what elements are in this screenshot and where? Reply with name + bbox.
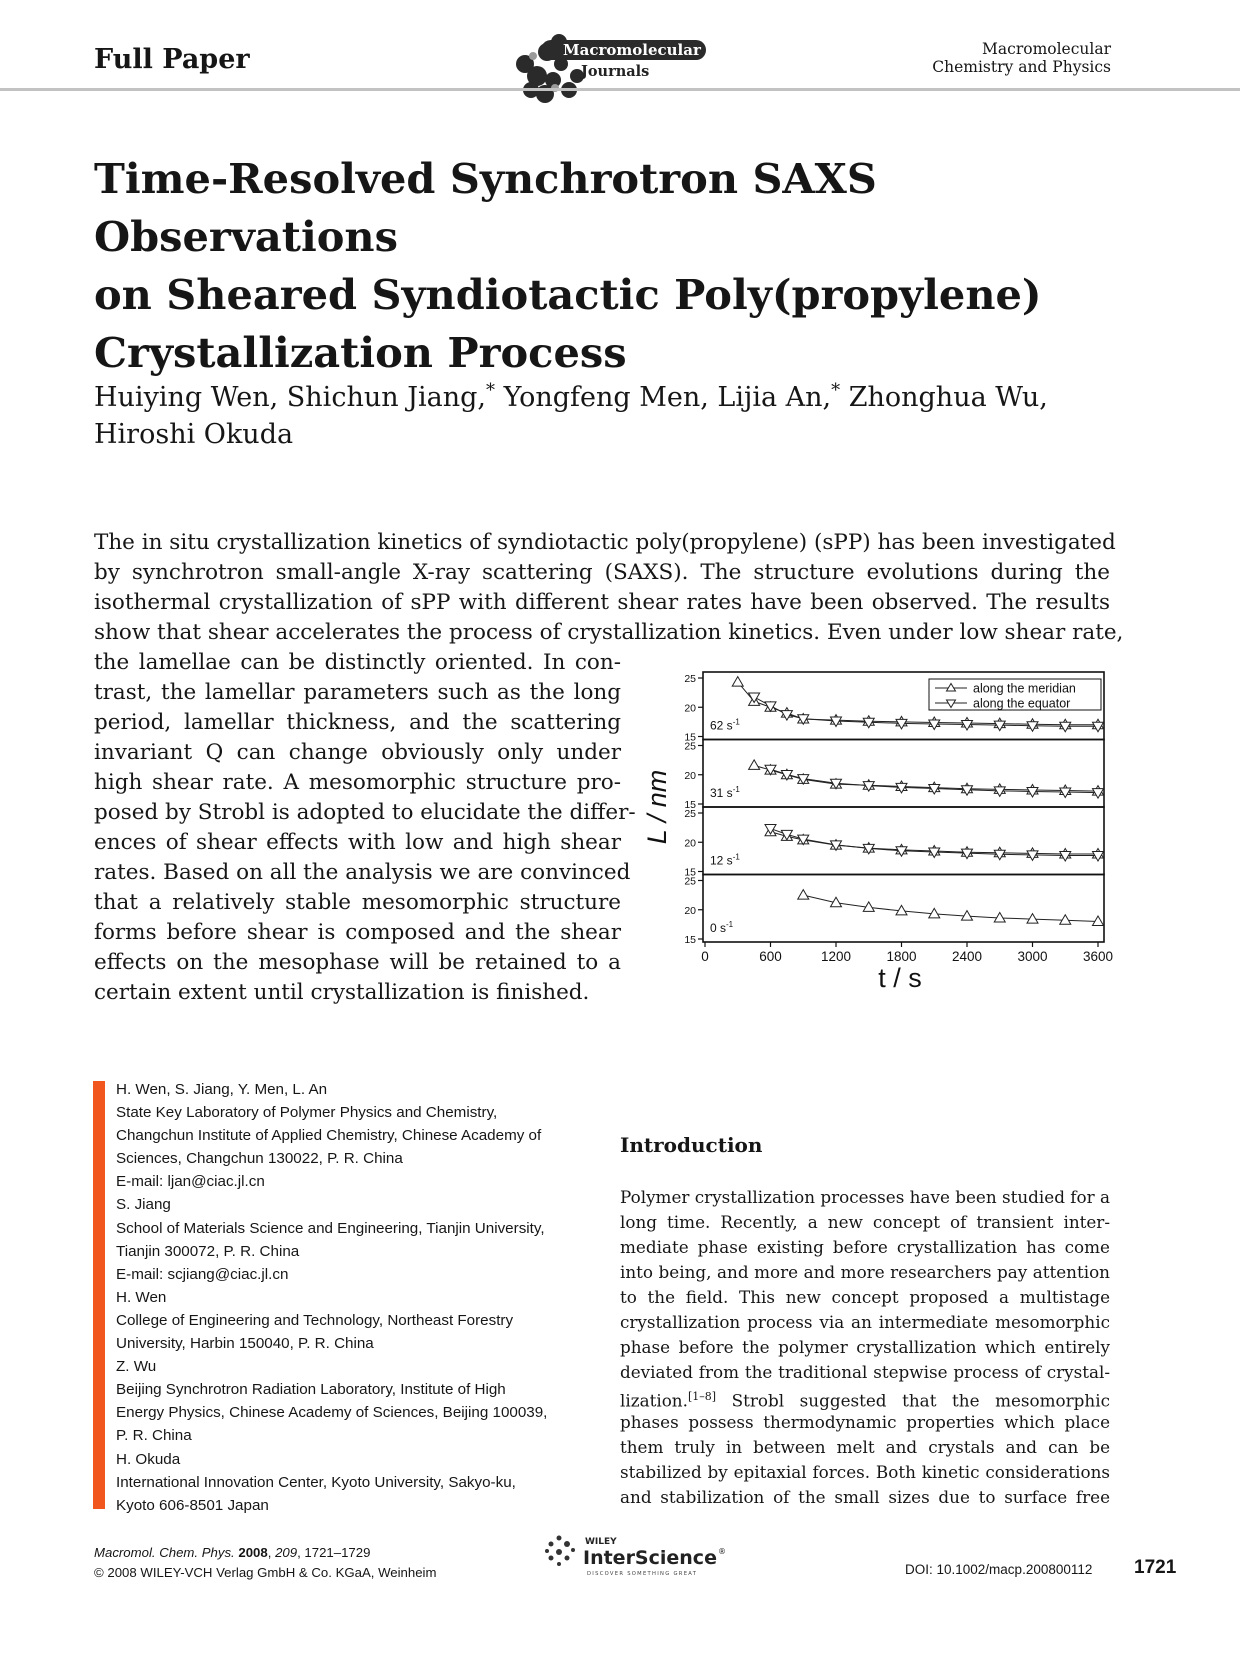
citation-ref[interactable]: [1–8] bbox=[687, 1390, 717, 1403]
author-line bbox=[94, 381, 1124, 418]
panel-label-sup: -1 bbox=[732, 785, 740, 794]
data-point bbox=[1093, 916, 1104, 926]
y-tick-label: 20 bbox=[684, 837, 696, 850]
page-number: 1721 bbox=[1134, 1557, 1177, 1578]
footer-citation: Macromol. Chem. Phys. 2008, 209, 1721–1729 bbox=[94, 1545, 371, 1560]
panel-label-sup: -1 bbox=[726, 920, 734, 929]
interscience-logo bbox=[543, 1530, 733, 1580]
y-tick-label: 15 bbox=[684, 934, 696, 946]
abstract-line: effects on the mesophase will be retained to a bbox=[94, 950, 621, 975]
affiliation-line: State Key Laboratory of Polymer Physics and Chemistry, bbox=[116, 1104, 498, 1122]
affiliation-line: H. Wen bbox=[116, 1288, 167, 1306]
y-tick-label: 25 bbox=[684, 740, 696, 753]
affiliation-line: Changchun Institute of Applied Chemistry, Chinese Academy of bbox=[116, 1127, 542, 1145]
paper-title bbox=[94, 150, 1124, 382]
intro-line-part: lization. bbox=[620, 1390, 688, 1411]
journal-logo bbox=[511, 24, 711, 106]
affiliation-line: University, Harbin 150040, P. R. China bbox=[116, 1335, 374, 1353]
journal-name-line2: Chemistry and Physics bbox=[932, 58, 1111, 76]
authors-part: Yongfeng Men, Lijia An, bbox=[495, 382, 832, 413]
footer-year: 2008 bbox=[238, 1545, 268, 1560]
affiliation-email[interactable]: E-mail: ljan@ciac.jl.cn bbox=[116, 1173, 265, 1191]
abstract-line: trast, the lamellar parameters such as the long bbox=[94, 680, 621, 705]
y-tick-label: 15 bbox=[684, 799, 696, 811]
affiliation-line: Sciences, Changchun 130022, P. R. China bbox=[116, 1150, 403, 1168]
y-tick-label: 15 bbox=[684, 866, 696, 879]
footer-journal: Macromol. Chem. Phys. bbox=[94, 1545, 235, 1560]
x-tick-label: 3000 bbox=[1017, 949, 1048, 964]
abstract-line: invariant Q can change obviously only under bbox=[94, 740, 621, 765]
panel-label: 0 $s^{-1}$ bbox=[710, 920, 734, 935]
footer-copyright: © 2008 WILEY-VCH Verlag GmbH & Co. KGaA, Weinheim bbox=[94, 1565, 437, 1580]
data-point bbox=[732, 677, 743, 687]
data-point bbox=[994, 912, 1005, 922]
abstract-line: posed by Strobl is adopted to elucidate the differ- bbox=[94, 800, 636, 825]
abstract-line: ences of shear effects with low and high shear bbox=[94, 830, 621, 855]
x-tick-label: 2400 bbox=[951, 949, 983, 964]
intro-line-part: Strobl suggested that the mesomorphic bbox=[731, 1390, 1110, 1411]
abstract-line: isothermal crystallization of sPP with different shear rates have been observed. The results bbox=[94, 590, 1110, 615]
logo-tagline: DISCOVER SOMETHING GREAT bbox=[587, 1571, 698, 1577]
abstract-line: high shear rate. A mesomorphic structure pro- bbox=[94, 770, 621, 795]
legend-entry: along the equator bbox=[973, 696, 1071, 711]
affiliation-line: International Innovation Center, Kyoto University, Sakyo-ku, bbox=[116, 1473, 516, 1491]
logo-text-journals: Journals bbox=[581, 63, 650, 80]
y-tick-label: 25 bbox=[684, 673, 696, 685]
panel-label: 31 $s^{-1}$ bbox=[710, 785, 740, 800]
intro-line: Polymer crystallization processes have been studied for a bbox=[620, 1187, 1110, 1207]
intro-line: phases possess thermodynamic properties which place bbox=[620, 1412, 1110, 1432]
corresponding-star: * bbox=[831, 380, 841, 401]
x-axis-label: t / s bbox=[878, 963, 922, 993]
introduction-heading: Introduction bbox=[620, 1133, 763, 1157]
logo-registered-mark: ® bbox=[718, 1547, 726, 1556]
x-tick-label: 1800 bbox=[886, 949, 917, 964]
intro-line: to the field. This new concept proposed a multistage bbox=[620, 1287, 1110, 1307]
y-tick-label: 25 bbox=[684, 875, 696, 888]
series-line bbox=[803, 895, 1098, 921]
panel-label-sup: -1 bbox=[732, 717, 740, 727]
x-tick-label: 600 bbox=[759, 949, 782, 964]
legend-entry: along the meridian bbox=[973, 681, 1076, 696]
intro-line: phase before the polymer crystallization which entirely bbox=[620, 1337, 1110, 1357]
y-tick-label: 25 bbox=[684, 808, 696, 820]
affiliation-line: Z. Wu bbox=[116, 1358, 157, 1376]
y-axis-label: L / nm bbox=[642, 769, 672, 845]
authors-part: Huiying Wen, Shichun Jiang, bbox=[94, 382, 487, 413]
affiliation-line: Energy Physics, Chinese Academy of Sciences, Beijing 100039, bbox=[116, 1404, 548, 1422]
title-line: on Sheared Syndiotactic Poly(propylene) bbox=[94, 270, 1042, 319]
journal-name bbox=[932, 40, 1111, 76]
affiliations bbox=[116, 1078, 586, 1517]
logo-wiley-text: WILEY bbox=[585, 1537, 617, 1547]
x-tick-label: 3600 bbox=[1082, 949, 1114, 964]
data-point bbox=[749, 760, 760, 770]
affiliation-line: College of Engineering and Technology, Northeast Forestry bbox=[116, 1311, 514, 1329]
abstract-line: The in situ crystallization kinetics of syndiotactic poly(propylene) (sPP) has been investigated bbox=[94, 530, 1116, 555]
section-label: Full Paper bbox=[94, 44, 250, 75]
author-line: Hiroshi Okuda bbox=[94, 419, 294, 450]
panel-label: 12 $s^{-1}$ bbox=[710, 852, 740, 868]
logo-interscience-text: InterScience bbox=[583, 1547, 717, 1569]
data-point bbox=[1060, 915, 1071, 925]
abstract-line: period, lamellar thickness, and the scattering bbox=[94, 710, 621, 735]
footer-pages: , 1721–1729 bbox=[297, 1545, 371, 1560]
abstract-line: that a relatively stable mesomorphic structure bbox=[94, 890, 621, 915]
intro-line: crystallization process via an intermediate mesomorphic bbox=[620, 1312, 1110, 1332]
globe-icon bbox=[545, 1536, 575, 1567]
affiliation-line: S. Jiang bbox=[116, 1196, 171, 1214]
abstract-line: forms before shear is composed and the shear bbox=[94, 920, 621, 945]
lamellar-period-chart bbox=[640, 665, 1114, 1010]
data-point bbox=[1027, 914, 1038, 924]
affiliation-accent-bar bbox=[93, 1081, 105, 1509]
abstract-line: show that shear accelerates the process of crystallization kinetics. Even under low shear rate, bbox=[94, 620, 1124, 645]
affiliation-line: Kyoto 606-8501 Japan bbox=[116, 1496, 269, 1514]
intro-line: deviated from the traditional stepwise process of crystal- bbox=[620, 1362, 1110, 1382]
x-tick-label: 1200 bbox=[820, 949, 852, 964]
data-point bbox=[749, 693, 760, 703]
data-point bbox=[798, 890, 809, 900]
author-list bbox=[94, 381, 1124, 452]
abstract-line: rates. Based on all the analysis we are convinced bbox=[94, 860, 631, 885]
affiliation-line: H. Okuda bbox=[116, 1450, 181, 1468]
y-tick-label: 20 bbox=[684, 702, 696, 715]
panel-label: 62 $s^{-1}$ bbox=[710, 717, 740, 733]
intro-line: mediate phase existing before crystallization has come bbox=[620, 1237, 1110, 1257]
citation-footer bbox=[94, 1543, 436, 1583]
panel-label-sup: -1 bbox=[732, 852, 740, 862]
abstract-line: by synchrotron small-angle X-ray scattering (SAXS). The structure evolutions during the bbox=[94, 560, 1110, 585]
intro-line: stabilized by epitaxial forces. Both kinetic considerations bbox=[620, 1462, 1110, 1482]
footer-volume: 209 bbox=[275, 1545, 298, 1560]
intro-line: long time. Recently, a new concept of transient inter- bbox=[620, 1212, 1110, 1232]
header-rule bbox=[0, 88, 1240, 91]
affiliation-email[interactable]: E-mail: scjiang@ciac.jl.cn bbox=[116, 1265, 289, 1283]
doi[interactable]: DOI: 10.1002/macp.200800112 bbox=[905, 1562, 1093, 1577]
affiliation-line: Tianjin 300072, P. R. China bbox=[116, 1242, 300, 1260]
y-tick-label: 20 bbox=[684, 769, 696, 782]
affiliation-line: H. Wen, S. Jiang, Y. Men, L. An bbox=[116, 1081, 328, 1098]
logo-text-macromolecular: Macromolecular bbox=[563, 41, 701, 59]
y-tick-label: 15 bbox=[684, 731, 696, 744]
authors-part: Zhonghua Wu, bbox=[840, 382, 1048, 413]
intro-line: them truly in between melt and crystals and can be bbox=[620, 1437, 1110, 1457]
journal-name-line1: Macromolecular bbox=[982, 40, 1111, 58]
chart-panel bbox=[703, 807, 1104, 875]
title-line: Crystallization Process bbox=[94, 328, 627, 377]
affiliation-line: Beijing Synchrotron Radiation Laboratory, Institute of High bbox=[116, 1381, 506, 1399]
affiliation-line: School of Materials Science and Engineering, Tianjin University, bbox=[116, 1219, 545, 1237]
y-tick-label: 20 bbox=[684, 904, 696, 917]
corresponding-star: * bbox=[486, 380, 496, 401]
intro-line: and stabilization of the small sizes due to surface free bbox=[620, 1487, 1110, 1507]
abstract-line: certain extent until crystallization is finished. bbox=[94, 980, 590, 1005]
abstract-line: the lamellae can be distinctly oriented. In con- bbox=[94, 650, 621, 675]
x-tick-label: 0 bbox=[701, 949, 709, 964]
title-line: Time-Resolved Synchrotron SAXS Observations bbox=[94, 154, 877, 261]
intro-line: into being, and more and more researchers pay attention bbox=[620, 1262, 1110, 1282]
affiliation-line: P. R. China bbox=[116, 1427, 192, 1445]
chart-panel bbox=[703, 740, 1104, 808]
